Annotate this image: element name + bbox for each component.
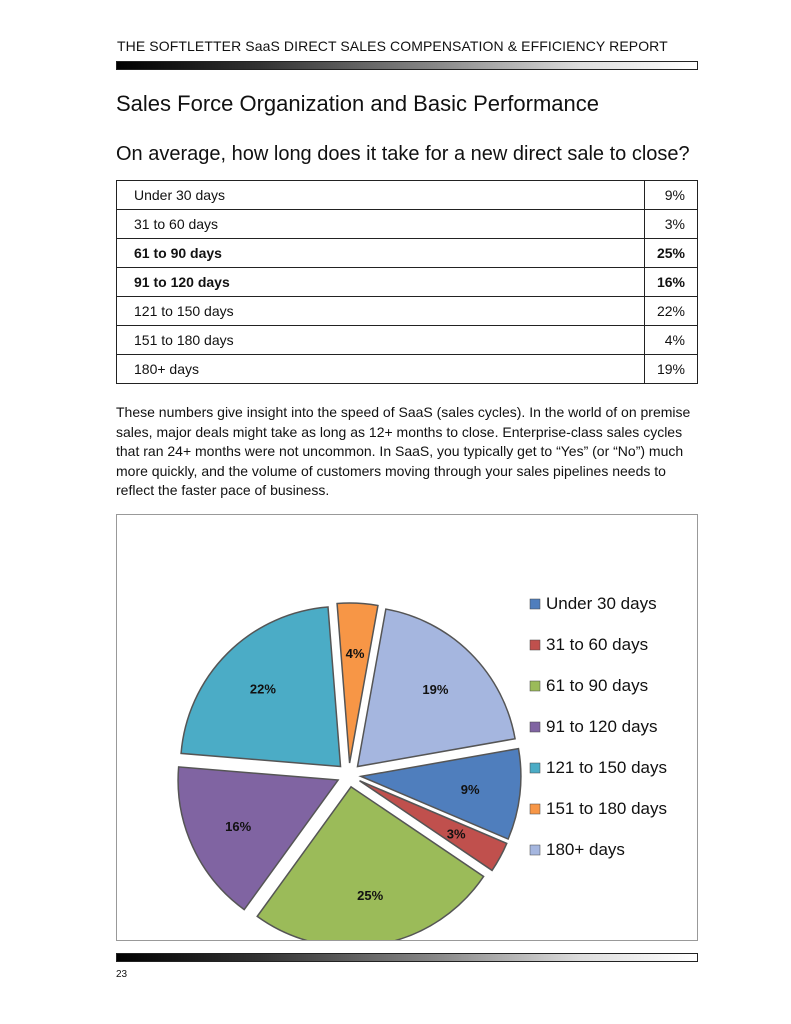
- legend-label: 180+ days: [546, 840, 625, 859]
- pie-data-label: 4%: [345, 646, 365, 662]
- row-value: 19%: [645, 355, 698, 384]
- pie-data-label: 19%: [422, 681, 449, 697]
- results-table: [116, 180, 698, 384]
- report-header-title: THE SOFTLETTER SaaS DIRECT SALES COMPENSATION & EFFICIENCY REPORT: [117, 38, 668, 54]
- legend-swatch: [530, 804, 540, 814]
- footer-gradient-bar: [116, 953, 698, 962]
- row-label: 121 to 150 days: [117, 297, 645, 326]
- table-row: [117, 210, 698, 239]
- pie-data-label: 22%: [249, 681, 276, 697]
- legend-label: 31 to 60 days: [546, 635, 649, 654]
- legend-swatch: [530, 681, 540, 691]
- row-value: 3%: [645, 210, 698, 239]
- pie-chart-frame: [116, 514, 698, 941]
- row-value: 9%: [645, 181, 698, 210]
- table-row: [117, 355, 698, 384]
- row-value: 22%: [645, 297, 698, 326]
- survey-question: On average, how long does it take for a new direct sale to close?: [116, 143, 690, 165]
- row-value: 16%: [645, 268, 698, 297]
- row-value: 25%: [645, 239, 698, 268]
- legend-swatch: [530, 640, 540, 650]
- legend-label: 121 to 150 days: [546, 758, 667, 777]
- row-label: 91 to 120 days: [117, 268, 645, 297]
- row-label: 180+ days: [117, 355, 645, 384]
- legend-swatch: [530, 599, 540, 609]
- legend-label: 61 to 90 days: [546, 676, 649, 695]
- legend-swatch: [530, 722, 540, 732]
- pie-data-label: 25%: [357, 888, 384, 904]
- pie-data-label: 3%: [446, 826, 466, 842]
- table-row: [117, 326, 698, 355]
- row-label: 31 to 60 days: [117, 210, 645, 239]
- legend-swatch: [530, 845, 540, 855]
- section-title: Sales Force Organization and Basic Performance: [116, 91, 600, 116]
- row-value: 4%: [645, 326, 698, 355]
- legend-label: 151 to 180 days: [546, 799, 667, 818]
- page-number: 23: [116, 969, 128, 980]
- body-paragraph: These numbers give insight into the speed of SaaS (sales cycles). In the world of on premise sales, major deals might take as long as 12+ months to close. Enterprise-class sales cycles that ran 24+ months were not uncommon. In SaaS, you typically get to “Yes” (or “No”) much more quickly, and the volume of customers moving through your sales pipelines needs to reflect the faster pace of business.: [116, 404, 691, 498]
- row-label: Under 30 days: [117, 181, 645, 210]
- pie-chart: [117, 515, 697, 940]
- pie-data-label: 9%: [460, 781, 480, 797]
- legend-swatch: [530, 763, 540, 773]
- header-gradient-bar: [116, 61, 698, 70]
- table-row: [117, 239, 698, 268]
- pie-data-label: 16%: [225, 818, 252, 834]
- row-label: 151 to 180 days: [117, 326, 645, 355]
- table-row: [117, 181, 698, 210]
- table-row: [117, 268, 698, 297]
- legend-label: 91 to 120 days: [546, 717, 658, 736]
- row-label: 61 to 90 days: [117, 239, 645, 268]
- table-row: [117, 297, 698, 326]
- legend-label: Under 30 days: [546, 594, 657, 613]
